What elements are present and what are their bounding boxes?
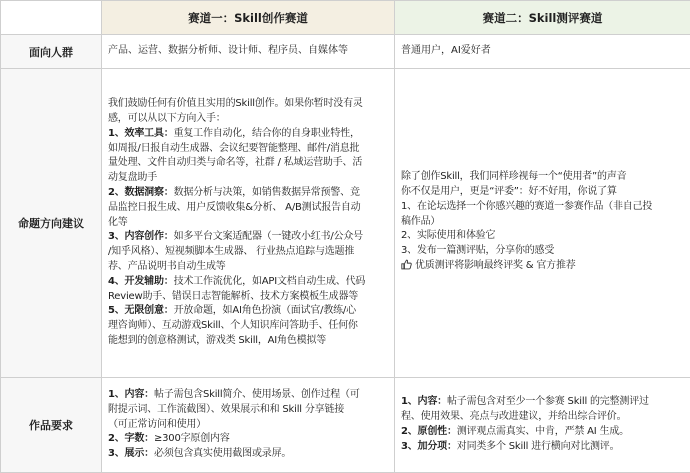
- audience-label: 面向人群: [1, 35, 102, 69]
- direction-item-head: 5、无限创意：: [108, 305, 174, 316]
- track2-audience: 普通用户，AI爱好者: [395, 44, 690, 59]
- direction-label: 命题方向建议: [1, 69, 102, 378]
- requirement-line: 程、使用效果、亮点与改进建议，并给出综合评价。: [401, 410, 684, 425]
- direction-intro-line: 我们鼓励任何有价值且实用的Skill创作。如果你暂时没有灵: [108, 97, 388, 112]
- track2-requirements: [395, 395, 690, 454]
- direction-item-line: 化等: [108, 216, 388, 231]
- requirement-line: （可正常访问和使用）: [108, 418, 388, 433]
- direction-item-line: 5、无限创意：开放命题，如AI角色扮演（面试官/教练/心: [108, 304, 388, 319]
- direction-item-head: 3、内容创作：: [108, 231, 174, 242]
- review-line: 3、发布一篇测评贴，分享你的感受: [401, 244, 684, 259]
- track2-header: 赛道二：Skill测评赛道: [395, 1, 690, 35]
- review-line: 稿作品）: [401, 215, 684, 230]
- requirements-label: 作品要求: [1, 378, 102, 473]
- direction-item-line: 动复盘助手: [108, 171, 388, 186]
- requirements-row: [1, 378, 690, 473]
- direction-item-line: 理咨询师）、互动游戏Skill、个人知识库问答助手、任何你: [108, 319, 388, 334]
- direction-item-head: 1、效率工具：: [108, 128, 174, 139]
- direction-item-head: 4、开发辅助：: [108, 276, 174, 287]
- review-line: 2、实际使用和体验它: [401, 229, 684, 244]
- track2-direction: [395, 170, 690, 276]
- direction-item-head: 2、数据洞察：: [108, 187, 174, 198]
- track1-audience: 产品、运营、数据分析师、设计师、程序员、自媒体等: [102, 44, 394, 59]
- requirement-line: 1、内容：帖子需包含对至少一个参赛 Skill 的完整测评过: [401, 395, 684, 410]
- review-line: 1、在论坛选择一个你感兴趣的赛道一参赛作品（非自己投: [401, 200, 684, 215]
- direction-item-line: 荐、产品说明书自动生成等: [108, 260, 388, 275]
- track1-requirements: [102, 388, 394, 462]
- direction-row: [1, 69, 690, 378]
- direction-item-line: 如周报/日报自动生成器、会议纪要智能整理、邮件/消息批: [108, 142, 388, 157]
- direction-item-line: 3、内容创作：如多平台文案适配器（一键改小红书/公众号: [108, 230, 388, 245]
- track1-direction: [102, 97, 394, 349]
- header-row: [1, 1, 690, 35]
- audience-row: [1, 35, 690, 69]
- direction-item-line: 品监控日报生成、用户反馈收集&分析、 A/B测试报告自动: [108, 201, 388, 216]
- track1-header: 赛道一：Skill创作赛道: [102, 1, 395, 35]
- direction-intro-line: 感，可以从以下方向入手：: [108, 112, 388, 127]
- direction-item-line: 能想到的创意格测试，游戏类 Skill，AI角色模拟等: [108, 334, 388, 349]
- thumbs-up-icon: [401, 259, 412, 276]
- direction-item-line: 4、开发辅助：技术工作流优化，如API文档自动生成、代码: [108, 275, 388, 290]
- requirement-line: 2、原创性：测评观点需真实、中肯，严禁 AI 生成。: [401, 425, 684, 440]
- requirement-line: 3、展示：必须包含真实使用截图或录屏。: [108, 447, 388, 462]
- direction-item-line: 2、数据洞察：数据分析与决策，如销售数据异常预警、竞: [108, 186, 388, 201]
- review-line: 除了创作Skill，我们同样珍视每一个“使用者”的声音: [401, 170, 684, 185]
- direction-item-line: 量处理、文件自动归类与命名等，社群 / 私域运营助手、活: [108, 156, 388, 171]
- requirement-line: 3、加分项：对同类多个 Skill 进行横向对比测评。: [401, 440, 684, 455]
- requirement-line: 附提示词、工作流截图）、效果展示和和 Skill 分享链接: [108, 403, 388, 418]
- direction-item-line: 1、效率工具：重复工作自动化，结合你的自身职业特性，: [108, 127, 388, 142]
- requirement-line: 2、字数：≥300字原创内容: [108, 432, 388, 447]
- direction-item-line: /知乎风格）、短视频脚本生成器、 行业热点追踪与选题推: [108, 245, 388, 260]
- header-corner: [1, 1, 102, 35]
- review-line: 你不仅是用户，更是“评委”：好不好用，你说了算: [401, 185, 684, 200]
- review-line: 优质测评将影响最终评奖 & 官方推荐: [401, 259, 684, 276]
- requirement-line: 1、内容：帖子需包含Skill简介、使用场景、创作过程（可: [108, 388, 388, 403]
- direction-item-line: Review助手、错误日志智能解析、技术方案模板生成器等: [108, 290, 388, 305]
